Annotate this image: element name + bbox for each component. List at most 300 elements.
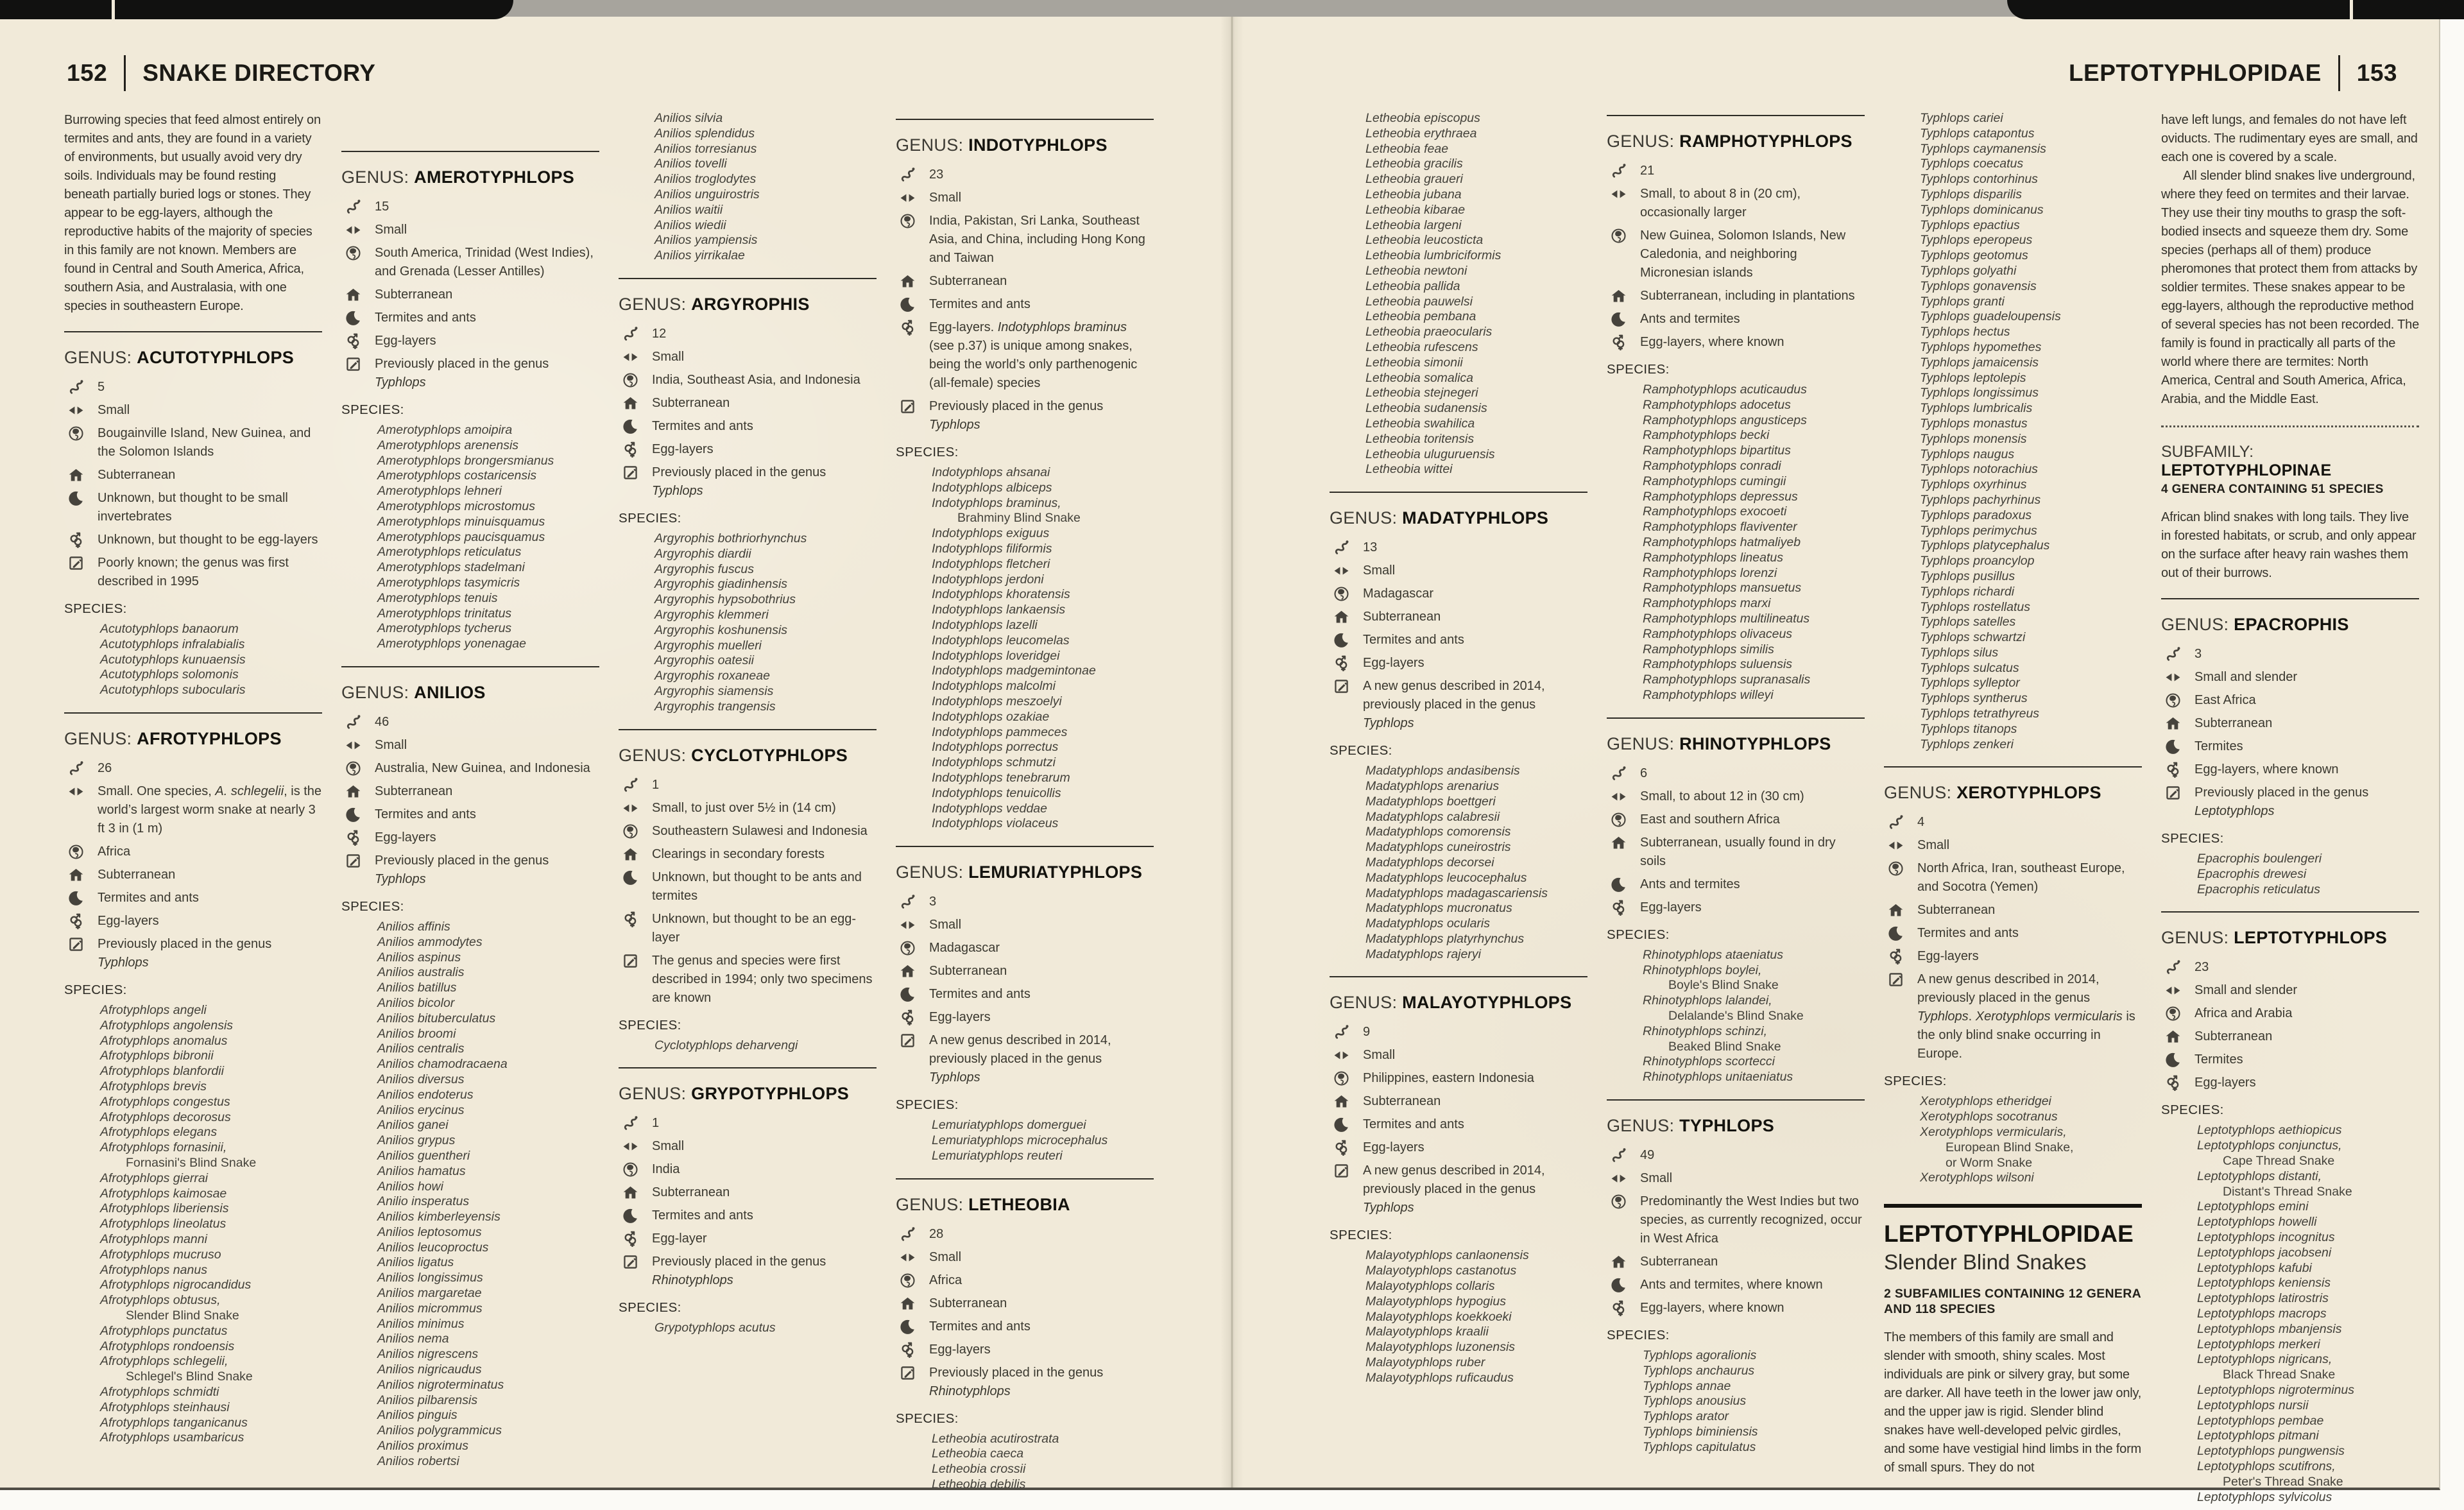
genus-heading xyxy=(1607,1116,1865,1136)
note-icon xyxy=(619,952,642,1008)
genus-name: AMEROTYPHLOPS xyxy=(414,167,575,187)
trait-text: 3 xyxy=(2194,647,2202,661)
trait-text: East and southern Africa xyxy=(1640,812,1780,827)
size-icon xyxy=(896,916,919,934)
species-item: Letheobia newtoni xyxy=(1365,263,1467,278)
species-item: Rhinotyphlops schinzi, xyxy=(1643,1024,1768,1038)
trait-row xyxy=(619,952,877,1008)
species-item: Anilios endoterus xyxy=(377,1087,474,1102)
genus-label: GENUS: xyxy=(64,348,132,367)
species-item: Afrotyphlops schmidti xyxy=(100,1384,219,1399)
species-item: Ramphotyphlops marxi xyxy=(1643,596,1771,611)
species-list xyxy=(341,920,599,1470)
trait-row xyxy=(896,939,1154,957)
trait-row xyxy=(341,286,599,304)
habitat-icon xyxy=(1607,1253,1630,1271)
trait-row xyxy=(341,221,599,239)
reproduction-icon xyxy=(2161,760,2184,779)
trait-list xyxy=(619,1114,877,1290)
species-item: Anilios ammodytes xyxy=(377,934,483,949)
species-item: Rhinotyphlops boylei, xyxy=(1643,963,1762,977)
trait-row xyxy=(1607,227,1865,282)
genus-label: GENUS: xyxy=(341,682,409,702)
trait-row xyxy=(64,782,322,838)
species-label: SPECIES: xyxy=(2161,831,2224,846)
species-count-icon xyxy=(1607,1146,1630,1165)
trait-row xyxy=(896,1317,1154,1336)
trait-row xyxy=(619,910,877,947)
genus-entry xyxy=(896,862,1154,1163)
size-icon xyxy=(1330,562,1353,580)
trait-text: 13 xyxy=(1363,540,1378,555)
species-list xyxy=(64,622,322,698)
species-item: Ramphotyphlops angusticeps xyxy=(1643,413,1807,427)
trait-row xyxy=(1607,811,1865,829)
trait-row xyxy=(64,912,322,931)
species-item: Anilios nigricaudus xyxy=(377,1362,482,1377)
trait-row xyxy=(1607,1276,1865,1294)
diet-icon xyxy=(2161,737,2184,756)
trait-text: Madagascar xyxy=(929,941,1000,956)
size-icon xyxy=(1884,836,1907,855)
species-list xyxy=(1884,1094,2142,1186)
trait-row xyxy=(1884,813,2142,832)
trait-row xyxy=(619,1183,877,1202)
species-item: Afrotyphlops lineolatus xyxy=(100,1217,227,1231)
species-label: SPECIES: xyxy=(896,445,959,459)
species-item: Epacrophis reticulatus xyxy=(2197,882,2320,897)
species-item: Leptotyphlops macrops xyxy=(2197,1306,2327,1321)
species-item: Indotyphlops albiceps xyxy=(932,480,1052,495)
species-item: Malayotyphlops ruficaudus xyxy=(1365,1370,1514,1385)
species-common-name: Delalande's Blind Snake xyxy=(1668,1008,1804,1023)
genus-entry xyxy=(341,683,599,1470)
trait-row xyxy=(2161,1004,2419,1023)
reproduction-icon xyxy=(1884,947,1907,966)
species-item: Anilios unguirostris xyxy=(654,187,760,202)
species-label: SPECIES: xyxy=(64,982,127,997)
species-item: Leptotyphlops pungwensis xyxy=(2197,1444,2345,1459)
species-item: Anilios polygrammicus xyxy=(377,1423,502,1438)
family-meta: 2 SUBFAMILIES CONTAINING 12 GENERA AND 118 SPECIES xyxy=(1884,1287,2141,1317)
species-item: Typhlops gonavensis xyxy=(1920,279,2037,293)
species-item: Leptotyphlops pembae xyxy=(2197,1413,2324,1428)
trait-text: Termites and ants xyxy=(1363,633,1464,648)
species-item: Lemuriatyphlops reuteri xyxy=(932,1148,1063,1163)
trait-row xyxy=(2161,784,2419,821)
trait-row xyxy=(1884,947,2142,966)
genus-name: RHINOTYPHLOPS xyxy=(1679,734,1831,753)
species-item: Leptotyphlops nigroterminus xyxy=(2197,1382,2354,1397)
species-item: Typhlops hypomethes xyxy=(1920,339,2042,354)
trait-text: Termites and ants xyxy=(1363,1117,1464,1132)
species-item: Indotyphlops ozakiae xyxy=(932,709,1050,724)
trait-text: Termites and ants xyxy=(652,418,753,433)
reproduction-icon xyxy=(1607,1299,1630,1317)
page-header-left xyxy=(67,55,375,91)
species-common-name: European Blind Snake, xyxy=(1946,1140,2074,1154)
trait-text: Unknown, but thought to be small invertebrates xyxy=(98,491,288,524)
trait-text: 4 xyxy=(1917,815,1925,830)
species-list xyxy=(896,465,1154,832)
trait-text: Madagascar xyxy=(1363,587,1434,601)
species-item: Anilios tovelli xyxy=(654,157,727,171)
species-item: Afrotyphlops kaimosae xyxy=(100,1186,227,1201)
species-item: Anilios batillus xyxy=(377,981,457,995)
trait-list xyxy=(1607,764,1865,917)
genus-name: TYPHLOPS xyxy=(1679,1115,1775,1135)
reproduction-icon xyxy=(896,1341,919,1359)
family-title: LEPTOTYPHLOPIDAE xyxy=(1884,1221,2134,1248)
trait-row xyxy=(1330,654,1587,673)
species-item: Argyrophis diardii xyxy=(654,546,751,561)
trait-row xyxy=(619,348,877,366)
trait-text: Egg-layers xyxy=(1917,949,1979,964)
diet-icon xyxy=(2161,1051,2184,1069)
section-divider xyxy=(1607,115,1865,116)
species-item: Typhlops naugus xyxy=(1920,447,2015,461)
genus-heading xyxy=(1607,132,1865,151)
species-item: Letheobia graueri xyxy=(1365,172,1463,187)
species-list xyxy=(1330,111,1587,477)
species-item: Anilios leucoproctus xyxy=(377,1240,489,1255)
species-item: Malayotyphlops koekkoeki xyxy=(1365,1309,1512,1324)
species-list xyxy=(64,1003,322,1446)
species-item: Anilios aspinus xyxy=(377,950,461,965)
species-item: Typhlops golyathi xyxy=(1920,263,2017,278)
reproduction-icon xyxy=(896,318,919,393)
species-item: Indotyphlops jerdoni xyxy=(932,572,1044,587)
species-count-icon xyxy=(896,166,919,184)
trait-text: Termites and ants xyxy=(652,1208,753,1223)
size-icon xyxy=(341,736,364,755)
diet-icon xyxy=(619,868,642,905)
genus-label: GENUS: xyxy=(896,135,964,155)
species-item: Amerotyphlops tasymicris xyxy=(377,575,520,590)
note-icon xyxy=(896,1031,919,1087)
species-item: Letheobia stejnegeri xyxy=(1365,386,1478,400)
trait-row xyxy=(896,916,1154,934)
trait-row xyxy=(341,805,599,824)
species-common-name: Fornasini's Blind Snake xyxy=(126,1155,257,1170)
trait-text: Subterranean, including in plantations xyxy=(1640,289,1855,303)
habitat-icon xyxy=(619,394,642,413)
species-item: Letheobia swahilica xyxy=(1365,416,1475,431)
size-icon xyxy=(896,189,919,207)
species-item: Epacrophis boulengeri xyxy=(2197,852,2322,866)
trait-text: Small xyxy=(929,918,962,932)
trait-text: Termites and ants xyxy=(929,987,1031,1002)
genus-label: GENUS: xyxy=(896,862,964,882)
species-common-name: Distant's Thread Snake xyxy=(2223,1184,2352,1199)
trait-row xyxy=(1330,1092,1587,1111)
species-list xyxy=(1330,1248,1587,1386)
trait-row xyxy=(619,394,877,413)
tab-tick-right xyxy=(2350,0,2353,19)
species-item: Letheobia jubana xyxy=(1365,187,1462,202)
species-common-name: Slender Blind Snake xyxy=(126,1308,239,1323)
species-item: Anilios yampiensis xyxy=(654,233,758,248)
trait-row xyxy=(1607,898,1865,917)
species-item: Indotyphlops exiguus xyxy=(932,526,1050,541)
species-item: Anilios bituberculatus xyxy=(377,1011,496,1025)
trait-text: Subterranean xyxy=(375,287,453,302)
species-item: Typhlops satelles xyxy=(1920,615,2016,630)
genus-entry xyxy=(1607,734,1865,1085)
species-label: SPECIES: xyxy=(619,510,681,526)
genus-heading xyxy=(1330,508,1587,528)
species-count-icon xyxy=(619,1114,642,1133)
species-count-icon xyxy=(1884,813,1907,832)
distribution-icon xyxy=(1607,811,1630,829)
trait-list xyxy=(1607,1146,1865,1317)
trait-row xyxy=(64,843,322,861)
reproduction-icon xyxy=(341,332,364,350)
species-list xyxy=(896,1432,1154,1493)
species-item: Typhlops oxyrhinus xyxy=(1920,477,2027,492)
diet-icon xyxy=(1607,875,1630,894)
trait-text: 15 xyxy=(375,200,389,214)
diet-icon xyxy=(1884,924,1907,943)
trait-text: Subterranean xyxy=(929,274,1007,288)
trait-text: Egg-layers xyxy=(1363,1140,1425,1155)
section-divider xyxy=(619,1067,877,1068)
genus-name: INDOTYPHLOPS xyxy=(968,135,1108,155)
species-item: Anilios guentheri xyxy=(377,1148,470,1163)
genus-name: LETHEOBIA xyxy=(968,1194,1070,1214)
species-list xyxy=(619,1321,877,1336)
species-list xyxy=(619,531,877,715)
species-item: Letheobia feae xyxy=(1365,141,1449,156)
trait-list xyxy=(64,378,322,591)
trait-text: Small, to about 8 in (20 cm), occasionally larger xyxy=(1640,187,1801,219)
genus-entry xyxy=(619,746,877,1054)
species-item: Epacrophis drewesi xyxy=(2197,866,2307,881)
trait-list xyxy=(1607,162,1865,352)
trait-row xyxy=(1884,924,2142,943)
trait-row xyxy=(64,935,322,972)
trait-row xyxy=(1330,631,1587,649)
trait-row xyxy=(1330,677,1587,733)
species-list xyxy=(1330,764,1587,962)
species-item: Typhlops notorachius xyxy=(1920,462,2038,477)
species-item: Rhinotyphlops lalandei, xyxy=(1643,993,1772,1008)
trait-text: Subterranean xyxy=(2194,716,2273,730)
species-item: Letheobia praeocularis xyxy=(1365,325,1493,339)
habitat-icon xyxy=(341,782,364,801)
species-item: Anilios grypus xyxy=(377,1133,456,1148)
species-common-name: Black Thread Snake xyxy=(2223,1368,2336,1382)
species-item: Ramphotyphlops lineatus xyxy=(1643,550,1783,565)
trait-text: Previously placed in the genus Leptotyphlops xyxy=(2194,785,2369,818)
reproduction-icon xyxy=(1607,898,1630,917)
species-item: Afrotyphlops usambaricus xyxy=(100,1430,244,1445)
trait-list xyxy=(619,325,877,501)
genus-label: GENUS: xyxy=(1607,132,1675,151)
trait-row xyxy=(1607,834,1865,871)
trait-row xyxy=(1330,562,1587,580)
trait-row xyxy=(341,244,599,281)
genus-name: LEMURIATYPHLOPS xyxy=(968,862,1143,882)
trait-row xyxy=(341,713,599,732)
species-item: Acutotyphlops solomonis xyxy=(100,667,239,682)
trait-row xyxy=(64,889,322,907)
species-item: Typhlops zenkeri xyxy=(1920,737,2014,751)
genus-heading xyxy=(619,746,877,766)
trait-text: Ants and termites xyxy=(1640,312,1740,326)
trait-row xyxy=(896,1031,1154,1087)
species-item: Letheobia leucosticta xyxy=(1365,233,1484,248)
species-item: Typhlops rostellatus xyxy=(1920,599,2030,614)
page-header-right xyxy=(2069,55,2397,91)
trait-row xyxy=(896,893,1154,911)
trait-text: Egg-layers, where known xyxy=(1640,1300,1784,1315)
species-item: Amerotyphlops lehneri xyxy=(377,484,502,499)
species-list xyxy=(1607,382,1865,703)
species-item: Indotyphlops filiformis xyxy=(932,541,1052,556)
species-item: Lemuriatyphlops microcephalus xyxy=(932,1133,1108,1147)
species-item: Acutotyphlops kunuaensis xyxy=(100,652,246,667)
species-item: Anilios nigroterminatus xyxy=(377,1377,504,1392)
trait-list xyxy=(896,893,1154,1087)
page-title-left: SNAKE DIRECTORY xyxy=(142,60,376,86)
species-item: Madatyphlops mucronatus xyxy=(1365,901,1512,916)
intro-paragraph: Burrowing species that feed almost entirely on termites and ants, they are found in a variety of environments, but usually avoid very dry soils. Individuals may be found resting beneath partially buried logs or stones. They appear to be egg-layers, although the reproductive habits of the majority of species in this family are not known. Members are found in Central and South America, Africa, southern Asia, and Australasia, with one species in southeastern Europe. xyxy=(64,113,321,313)
species-item: Typhlops anousius xyxy=(1643,1394,1747,1409)
species-item: Typhlops platycephalus xyxy=(1920,538,2050,553)
column-2 xyxy=(341,111,599,1475)
species-list xyxy=(2161,1123,2419,1505)
species-item: Leptotyphlops sylvicolus xyxy=(2197,1489,2332,1504)
species-item: Ramphotyphlops cumingii xyxy=(1643,474,1786,488)
trait-row xyxy=(1607,1192,1865,1248)
trait-row xyxy=(341,736,599,755)
trait-text: Subterranean xyxy=(98,468,176,482)
trait-text: Small. One species, A. schlegelii, is the world’s largest worm snake at nearly 3 ft 3 in (1 m) xyxy=(98,784,322,836)
species-item: Ramphotyphlops suluensis xyxy=(1643,657,1793,672)
genus-entry xyxy=(2161,615,2419,897)
species-item: Afrotyphlops angeli xyxy=(100,1002,207,1017)
subfamily-heading xyxy=(2161,443,2419,480)
species-item: Typhlops dominicanus xyxy=(1920,202,2044,217)
species-item: Typhlops proancylop xyxy=(1920,554,2035,569)
species-label: SPECIES: xyxy=(1330,743,1392,759)
species-label: SPECIES: xyxy=(619,1017,681,1033)
genus-label: GENUS: xyxy=(1884,783,1952,803)
trait-text: Small xyxy=(1363,1048,1396,1063)
habitat-icon xyxy=(64,466,87,485)
note-icon xyxy=(341,355,364,392)
genus-entry xyxy=(619,295,877,715)
trait-row xyxy=(619,1253,877,1290)
species-item: Amerotyphlops yonenagae xyxy=(377,637,526,651)
trait-row xyxy=(619,1114,877,1133)
species-item: Anilios silvia xyxy=(654,111,723,125)
diet-icon xyxy=(619,417,642,436)
species-item: Acutotyphlops infralabialis xyxy=(100,637,245,651)
genus-heading xyxy=(64,348,322,368)
species-item: Typhlops caymanensis xyxy=(1920,141,2046,156)
section-divider xyxy=(2161,598,2419,599)
section-divider xyxy=(619,278,877,279)
trait-row xyxy=(1884,836,2142,855)
species-item: Lemuriatyphlops domerguei xyxy=(932,1118,1086,1133)
distribution-icon xyxy=(1607,227,1630,282)
trait-row xyxy=(2161,737,2419,756)
species-list xyxy=(341,423,599,652)
species-item: Indotyphlops ahsanai xyxy=(932,465,1050,479)
species-item: Indotyphlops pammeces xyxy=(932,725,1068,739)
trait-row xyxy=(2161,714,2419,733)
species-item: Malayotyphlops luzonensis xyxy=(1365,1340,1516,1355)
reproduction-icon xyxy=(619,440,642,459)
trait-row xyxy=(1330,1069,1587,1088)
species-item: Anilios waitii xyxy=(654,202,723,217)
species-item: Amerotyphlops minuisquamus xyxy=(377,514,545,529)
species-item: Indotyphlops lankaensis xyxy=(932,603,1066,617)
species-item: Argyrophis roxaneae xyxy=(654,669,770,683)
species-item: Rhinotyphlops scortecci xyxy=(1643,1054,1775,1069)
species-item: Afrotyphlops steinhausi xyxy=(100,1400,230,1414)
size-icon xyxy=(896,1248,919,1267)
trait-text: Termites and ants xyxy=(929,297,1031,311)
trait-text: North Africa, Iran, southeast Europe, and Socotra (Yemen) xyxy=(1917,861,2125,895)
trait-row xyxy=(64,531,322,549)
species-item: Typhlops tetrathyreus xyxy=(1920,707,2040,721)
genus-heading xyxy=(64,729,322,749)
trait-row xyxy=(896,962,1154,981)
genus-label: GENUS: xyxy=(619,745,687,765)
species-item: Ramphotyphlops acuticaudus xyxy=(1643,382,1807,397)
species-common-name: Schlegel's Blind Snake xyxy=(126,1369,253,1384)
species-item: Ramphotyphlops supranasalis xyxy=(1643,673,1811,687)
species-item: Anilios bicolor xyxy=(377,995,455,1010)
species-item: Typhlops perimychus xyxy=(1920,523,2037,538)
trait-row xyxy=(1607,333,1865,352)
trait-row xyxy=(1884,970,2142,1063)
trait-text: Previously placed in the genus Typhlops xyxy=(929,399,1104,432)
trait-row xyxy=(2161,645,2419,664)
genus-heading xyxy=(896,135,1154,155)
species-item: Letheobia acutirostrata xyxy=(932,1431,1059,1446)
trait-row xyxy=(896,1294,1154,1313)
species-count-icon xyxy=(2161,645,2184,664)
species-item: Amerotyphlops microstomus xyxy=(377,499,535,513)
species-list xyxy=(1607,948,1865,1085)
trait-text: Small, to about 12 in (30 cm) xyxy=(1640,789,1804,803)
species-item: Letheobia crossii xyxy=(932,1462,1026,1477)
genus-entry xyxy=(896,135,1154,832)
size-icon xyxy=(1607,1169,1630,1188)
size-icon xyxy=(1330,1046,1353,1065)
trait-row xyxy=(64,378,322,397)
distribution-icon xyxy=(619,1160,642,1179)
species-list xyxy=(619,111,877,264)
species-item: Ramphotyphlops adocetus xyxy=(1643,397,1791,412)
trait-text: 46 xyxy=(375,714,389,729)
trait-text: Subterranean xyxy=(929,964,1007,979)
size-icon xyxy=(1607,185,1630,222)
species-item: Anilios troglodytes xyxy=(654,172,757,187)
trait-text: Small xyxy=(375,223,407,237)
species-item: Xerotyphlops vermicularis, xyxy=(1920,1125,2067,1140)
species-item: Typhlops schwartzi xyxy=(1920,630,2026,645)
size-icon xyxy=(2161,981,2184,1000)
trait-row xyxy=(341,355,599,392)
species-item: Letheobia pembana xyxy=(1365,309,1476,324)
species-item: Indotyphlops porrectus xyxy=(932,740,1059,755)
species-item: Anilios micrommus xyxy=(377,1301,483,1316)
